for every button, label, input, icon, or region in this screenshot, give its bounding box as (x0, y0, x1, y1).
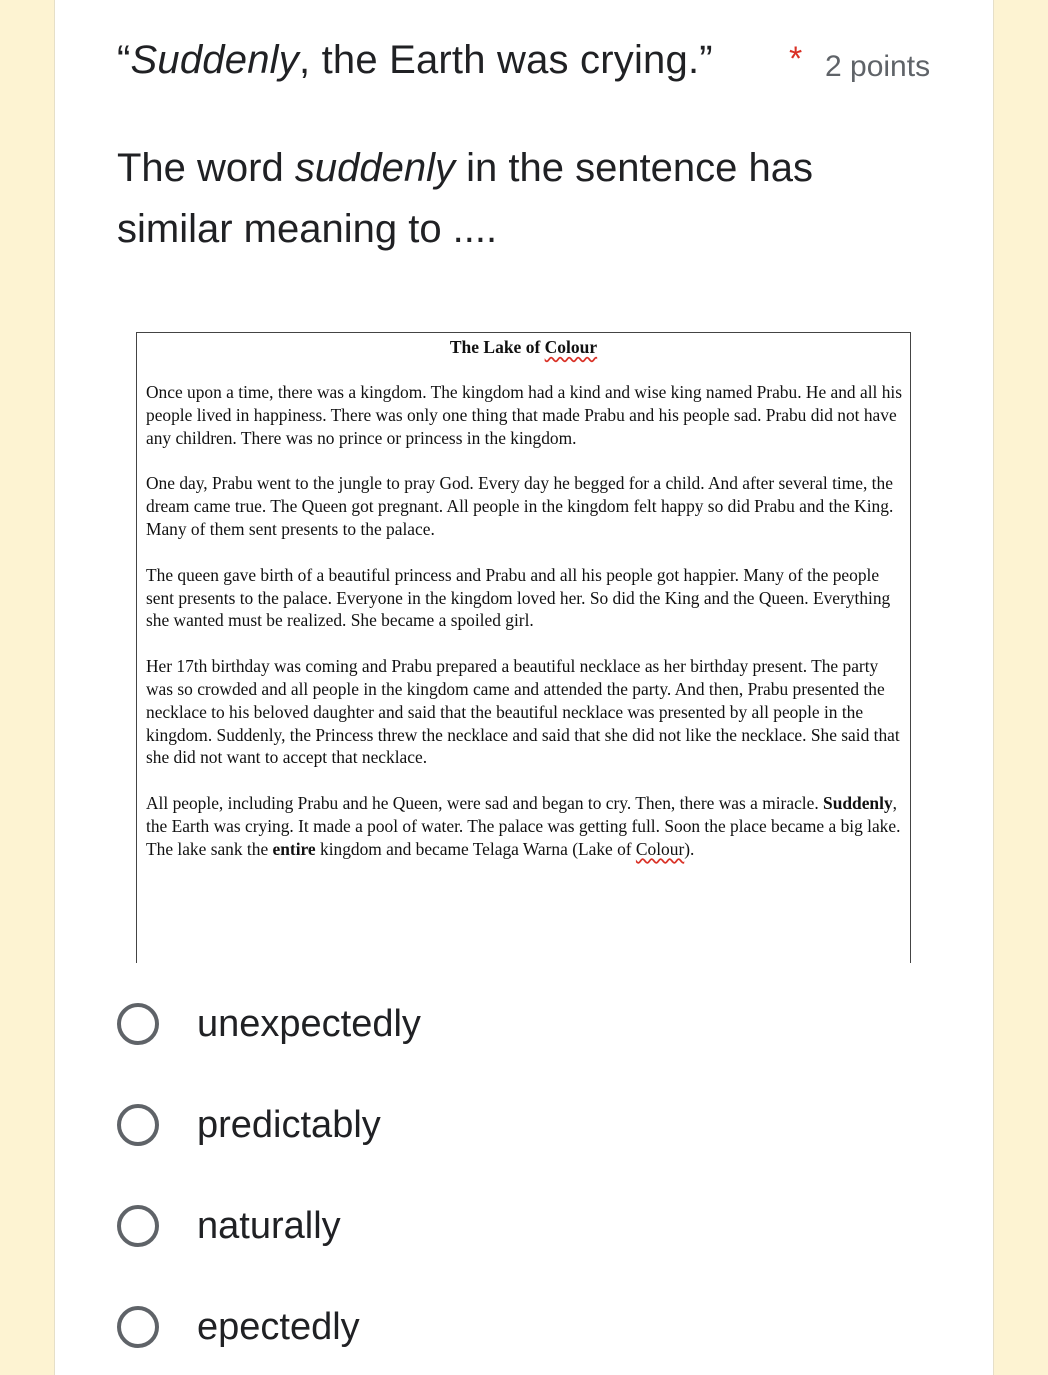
p5-part-c: , the Earth was crying. It made a pool of water. The palace was getting full. Soon the place became a big lake. The lake sank the (146, 793, 901, 859)
passage-paragraph-5 (146, 792, 902, 860)
p5-part-e: kingdom and became Telaga Warna (Lake of (315, 838, 636, 859)
passage-title (137, 337, 910, 358)
passage-title-pre: The Lake of (449, 337, 545, 357)
option-label[interactable]: unexpectedly (197, 1002, 421, 1045)
passage-title-spell: Colour (544, 337, 598, 357)
passage-paragraph-1: Once upon a time, there was a kingdom. The kingdom had a kind and wise king named Prabu. He and all his people lived in happiness. There was only one thing that made Prabu and his people sad. Prabu did not have any children. There was no prince or princess in the kingdom. (146, 382, 902, 448)
p5-spell-colour: Colour (635, 838, 685, 859)
option-label[interactable]: predictably (197, 1103, 381, 1146)
p5-bold-entire: entire (272, 838, 316, 859)
passage-paragraph-2: One day, Prabu went to the jungle to pray God. Every day he begged for a child. And after several time, the dream came true. The Queen got pregnant. All people in the kingdom felt happy so did Prabu and the King. Many of them sent presents to the palace. (146, 473, 894, 539)
p5-bold-suddenly: Suddenly (823, 793, 893, 814)
option-unexpectedly[interactable] (117, 994, 421, 1054)
option-label[interactable]: epectedly (197, 1305, 360, 1348)
question-desc-post: in the sentence has similar meaning to .... (117, 146, 814, 251)
question-card (54, 0, 994, 1375)
passage-image (136, 332, 911, 963)
question-desc-pre: The word (117, 146, 295, 190)
passage-paragraph-4: Her 17th birthday was coming and Prabu prepared a beautiful necklace as her birthday present. The party was so crowded and all people in the kingdom came and attended the party. And then, Prabu presented the necklace to his beloved daughter and said that the beautiful necklace was presented by all people in the kingdom. Suddenly, the Princess threw the necklace and said that she did not like the necklace. She said that she did not want to accept that necklace. (146, 656, 900, 768)
passage-paragraph-3: The queen gave birth of a beautiful princess and Prabu and all his people got happier. Many of the people sent presents to the palace. Everyone in the kingdom loved her. So did the King and the Queen. Everything she wanted must be realized. She became a spoiled girl. (146, 564, 891, 631)
question-title-rest: , the Earth was crying.” (298, 38, 713, 82)
question-desc-italic: suddenly (294, 146, 455, 190)
option-naturally[interactable] (117, 1196, 341, 1256)
required-asterisk: * (789, 40, 803, 78)
option-predictably[interactable] (117, 1095, 381, 1155)
radio-button[interactable] (117, 1306, 159, 1348)
p5-part-g: ). (684, 838, 695, 859)
radio-button[interactable] (117, 1104, 159, 1146)
option-label[interactable]: naturally (197, 1204, 341, 1247)
radio-button[interactable] (117, 1003, 159, 1045)
p5-part-a: All people, including Prabu and he Queen, were sad and began to cry. Then, there was a miracle. (146, 793, 824, 814)
question-title-italic: Suddenly (130, 38, 299, 82)
option-epectedly[interactable] (117, 1297, 360, 1357)
question-description (117, 138, 817, 260)
question-title-quote: “ (117, 38, 131, 82)
points-label: 2 points (825, 50, 931, 83)
radio-button[interactable] (117, 1205, 159, 1247)
question-title (117, 38, 713, 83)
